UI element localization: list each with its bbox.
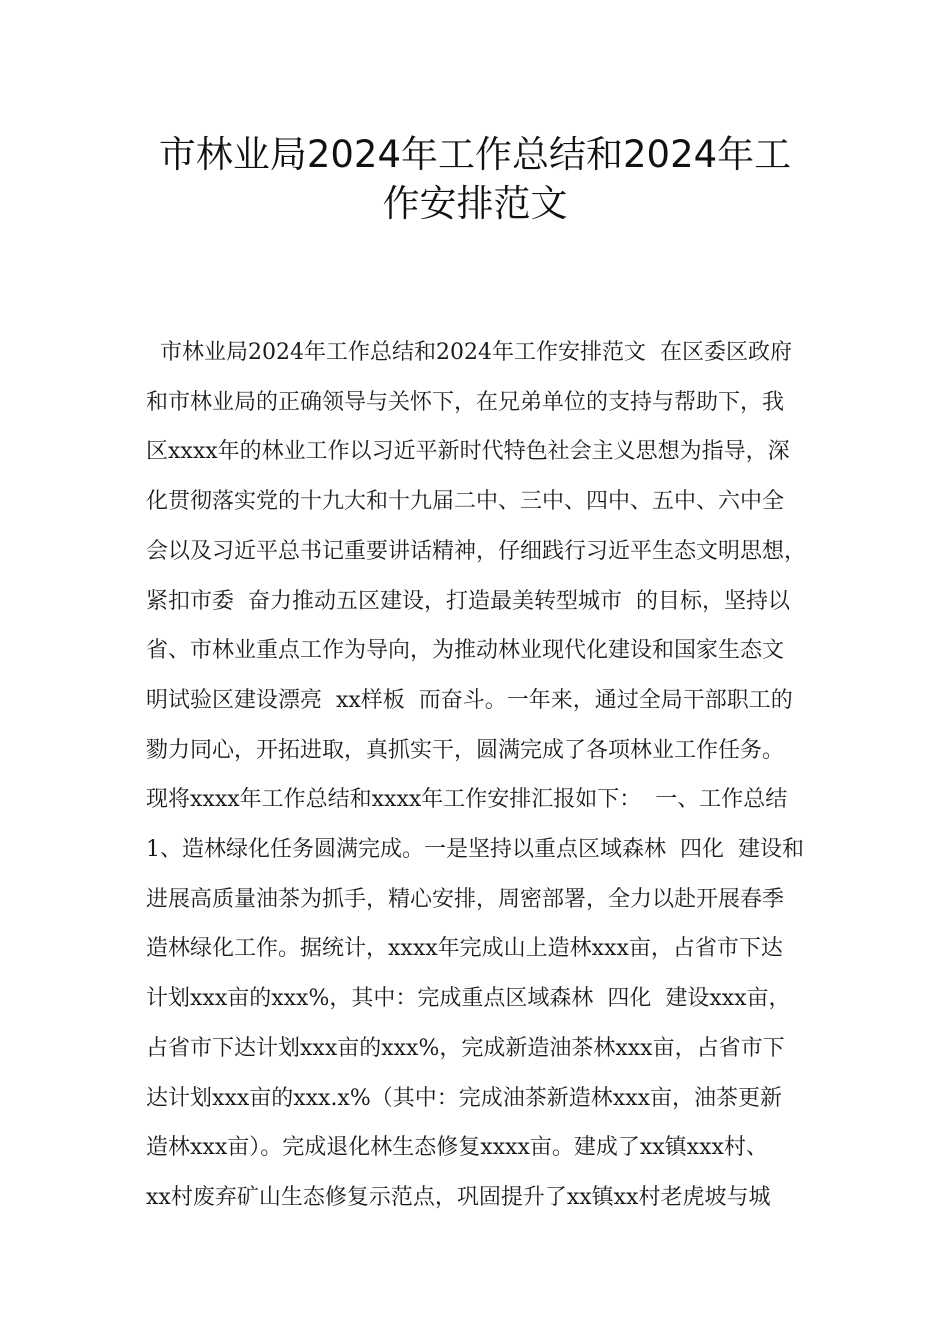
body-line: xx村废弃矿山生态修复示范点，巩固提升了xx镇xx村老虎坡与城 [146,1185,771,1210]
body-line: 省、市林业重点工作为导向，为推动林业现代化建设和国家生态文 [146,638,785,663]
body-line: 会以及习近平总书记重要讲话精神，仔细践行习近平生态文明思想， [146,539,807,564]
body-line: 和市林业局的正确领导与关怀下，在兄弟单位的支持与帮助下，我 [146,390,785,415]
body-line: 计划xxx亩的xxx%，其中：完成重点区域森林 四化 建设xxx亩， [146,986,791,1011]
body-line: 达计划xxx亩的xxx.x%（其中：完成油茶新造林xxx亩，油茶更新 [146,1086,782,1111]
document-title-line-1: 市林业局2024年工作总结和2024年工 [158,133,792,176]
body-line: 勠力同心，开拓进取，真抓实干，圆满完成了各项林业工作任务。 [146,738,785,763]
body-line: 1、造林绿化任务圆满完成。一是坚持以重点区域森林 四化 建设和 [146,837,804,862]
body-line: 造林绿化工作。据统计，xxxx年完成山上造林xxx亩，占省市下达 [146,936,783,961]
body-line: 进展高质量油茶为抓手，精心安排，周密部署，全力以赴开展春季 [146,887,785,912]
body-line: 紧扣市委 奋力推动五区建设，打造最美转型城市 的目标，坚持以 [146,589,790,614]
body-line: 占省市下达计划xxx亩的xxx%，完成新造油茶林xxx亩，占省市下 [146,1036,785,1061]
body-line: 现将xxxx年工作总结和xxxx年工作安排汇报如下： 一、工作总结 [146,787,788,812]
body-line: 市林业局2024年工作总结和2024年工作安排范文 在区委区政府 [146,340,792,365]
body-line: 明试验区建设漂亮 xx样板 而奋斗。一年来，通过全局干部职工的 [146,688,793,713]
body-line: 化贯彻落实党的十九大和十九届二中、三中、四中、五中、六中全 [146,489,785,514]
body-line: 区xxxx年的林业工作以习近平新时代特色社会主义思想为指导，深 [146,439,790,464]
document-title-line-2: 作安排范文 [382,182,568,225]
body-line: 造林xxx亩）。完成退化林生态修复xxxx亩。建成了xx镇xxx村、 [146,1135,768,1160]
